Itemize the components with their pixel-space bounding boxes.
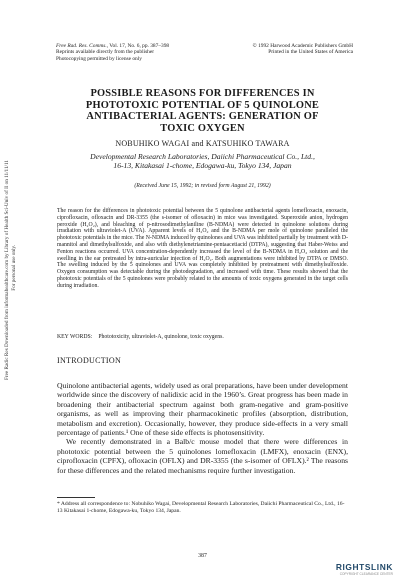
article-authors: NOBUHIKO WAGAI and KATSUHIKO TAWARA <box>115 139 290 148</box>
title-line: PHOTOTOXIC POTENTIAL OF 5 QUINOLONE <box>85 99 320 111</box>
title-line: TOXIC OXYGEN <box>160 122 245 134</box>
journal-header-left <box>56 43 169 62</box>
keywords-line <box>57 334 224 340</box>
author-affiliation <box>40 152 365 170</box>
rightslink-logo <box>336 562 393 576</box>
keywords-label: KEY WORDS: <box>57 334 93 340</box>
download-notice: Free Radic Res Downloaded from informahealthcare.com by Library of Health Sci-Univ of Il on 11/11/11 <box>4 160 10 380</box>
journal-header-right <box>253 43 353 56</box>
intro-paragraph-1: Quinolone antibacterial agents, widely used as oral preparations, have been under development worldwide since the discovery of nalidixic acid in the 1960’s. Great progress has been made in broadening their antibacterial spectrum against both gram-negative and gram-positive organisms, as well as improving their pharmacokinetic profiles (absorption, distribution, metabolism and excretion). Occasionally, however, they produce side-effects in a very small percentage of patients.¹ One of these side effects is photosensitivity. <box>57 381 348 438</box>
photocopy-note: Photocopying permitted by license only <box>56 55 142 62</box>
citation-details: , Vol. 17, No. 6, pp. 387–398 <box>106 43 170 49</box>
page-number: 387 <box>198 553 207 559</box>
footnote-divider <box>57 497 95 498</box>
correspondence-footnote: * Address all correspondence to: Nobuhiko Wagai, Developmental Research Laboratories, Daiichi Pharmaceutical Co., Ltd., 16-13 Kitakasai 1-chome, Edogawa-ku, Tokyo 134, Japan. <box>57 501 345 514</box>
journal-name: Free Rad. Res. Comms. <box>56 43 107 49</box>
title-line: POSSIBLE REASONS FOR DIFFERENCES IN <box>90 88 315 99</box>
affiliation-line: 16-13, Kitakasai 1-chome, Edogawa-ku, Tokyo 134, Japan <box>113 161 292 170</box>
introduction-body <box>57 381 348 475</box>
logo-tagline: COPYRIGHT CLEARANCE CENTER <box>339 572 393 576</box>
printed-in-line: Printed in the United States of America <box>268 49 353 56</box>
title-line: ANTIBACTERIAL AGENTS: GENERATION OF <box>86 111 319 123</box>
abstract-text: The reason for the differences in phototoxic potential between the 5 quinolone antibacterial agents lomefloxacin, enoxacin, ciprofloxacin, ofloxacin and DR-3355 (the s-isomer of ofloxacin) in mice was investigated. Superoxide anion, hydrogen peroxide (H₂O₂), and bleaching of p-nitrosodimethylaniline (B-NDMA) were detected in quinolone solutions during irradiation with ultraviolet-A (UVA). Apparent levels of H₂O₂ and the B-NDMA per mole of quinolone paralleled the phototoxic potentials in the mice. The N-NDMA induced by quinolones and UVA was inhibited partially by treatment with D-mannitol and dimethylsulfoxide, and also with diethylenetriamine-pentaacetiacid (DTPA), suggesting that Haber-Weiss and Fenton reactions occurred. UVA concentration-dependently increased the level of the B-NDMA in H₂O₂ solution and the swelling in the ear pretreated by intra-auricular injection of H₂O₂. Both augmentations were inhibited by DTPA or DMSO. The swelling induced by the 5 quinolones and UVA was completely inhibited by pretreatment with dimethylsulfoxide. Oxygen consumption was detectable during the photodegradation, and increased with time. These results showed that the phototoxic potentials of the 5 quinolones were probably related to the amounts of toxic oxygens generated in the target cells during irradiation. <box>57 208 348 289</box>
personal-use-notice: For personal use only. <box>11 245 17 291</box>
section-heading: INTRODUCTION <box>57 356 122 365</box>
keywords-list: Phototoxicity, ultraviolet-A, quinolone, toxic oxygens. <box>98 334 224 340</box>
reprints-note: Reprints available directly from the publisher <box>56 49 155 56</box>
received-dates: (Received June 15, 1992; in revised form August 21, 1992) <box>134 183 271 189</box>
article-title <box>40 88 365 134</box>
intro-paragraph-2: We recently demonstrated in a Balb/c mouse model that there were differences in phototoxic potential between the 5 quinolones lomefloxacin (LMFX), enoxacin (ENX), ciprofloxacin (CPFX), ofloxacin (OFLX) and DR-3355 (the s-isomer of OFLX).² The reasons for these differences and the related mechanisms require further investigation. <box>57 437 348 475</box>
logo-wordmark: RIGHTSLINK <box>335 562 393 572</box>
download-watermark <box>2 160 24 480</box>
copyright-line: © 1992 Harwood Academic Publishers GmbH <box>252 43 353 49</box>
affiliation-line: Developmental Research Laboratories, Daiichi Pharmaceutical Co., Ltd., <box>90 152 315 161</box>
